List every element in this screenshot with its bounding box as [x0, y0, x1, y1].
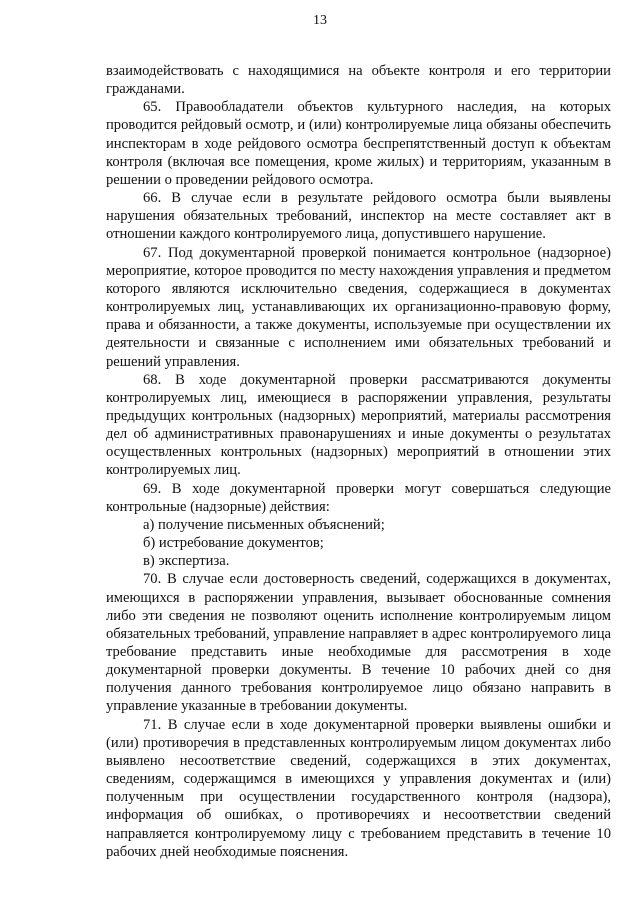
paragraph-71: 71. В случае если в ходе документарной проверки выявлены ошибки и (или) противоречия в представленных контролируемым лицом документах либо выявлено несоответствие сведений, содержащихся в этих документах, сведениям, содержащимся в имеющихся у управления документах и (или) полученным при осуществлении государственного контроля (надзора), информация об ошибках, о противоречиях и несоответствии сведений направляется контролируемому лицу с требованием представить в течение 10 рабочих дней необходимые пояснения. [106, 716, 611, 860]
paragraph-67: 67. Под документарной проверкой понимается контрольное (надзорное) мероприятие, которое проводится по месту нахождения управления и предметом которого являются исключительно сведения, содержащиеся в документах контролируемых лиц, устанавливающих их организационно-правовую форму, права и обязанности, а также документы, используемые при осуществлении их деятельности и связанные с исполнением ими обязательных требований и решений управления. [106, 244, 611, 370]
paragraph-66: 66. В случае если в результате рейдового осмотра были выявлены нарушения обязательных требований, инспектор на месте составляет акт в отношении каждого контролируемого лица, допустившего нарушение. [106, 190, 611, 243]
paragraph-70: 70. В случае если достоверность сведений, содержащихся в документах, имеющихся в распоряжении управления, вызывает обоснованные сомнения либо эти сведения не позволяют оценить исполнение контролируемым лицом обязательных требований, управление направляет в адрес контролируемого лица требование представить иные необходимые для рассмотрения в ходе документарной проверки документы. В течение 10 рабочих дней со дня получения данного требования контролируемое лицо обязано направить в управление указанные в требовании документы. [106, 571, 611, 715]
paragraph-continuation: взаимодействовать с находящимися на объекте контроля и его территории гражданами. [106, 63, 611, 98]
paragraph-69: 69. В ходе документарной проверки могут совершаться следующие контрольные (надзорные) действия: [106, 480, 611, 515]
document-body [106, 62, 611, 861]
paragraph-68: 68. В ходе документарной проверки рассматриваются документы контролируемых лиц, имеющиеся в распоряжении управления, результаты предыдущих контрольных (надзорных) мероприятий, материалы рассмотрения дел об административных правонарушениях и иные документы о результатах осуществленных контрольных (надзорных) мероприятий в отношении этих контролируемых лиц. [106, 371, 611, 479]
paragraph-65: 65. Правообладатели объектов культурного наследия, на которых проводится рейдовый осмотр, и (или) контролируемые лица обязаны обеспечить инспекторам в ходе рейдового осмотра беспрепятственный доступ к объектам контроля (включая все помещения, кроме жилых) и территориям, указанным в решении о проведении рейдового осмотра. [106, 99, 611, 188]
list-item-a: а) получение письменных объяснений; [143, 516, 385, 533]
list-item-b: б) истребование документов; [143, 535, 324, 552]
list-item-c: в) экспертиза. [143, 553, 230, 570]
page-number: 13 [313, 13, 327, 28]
